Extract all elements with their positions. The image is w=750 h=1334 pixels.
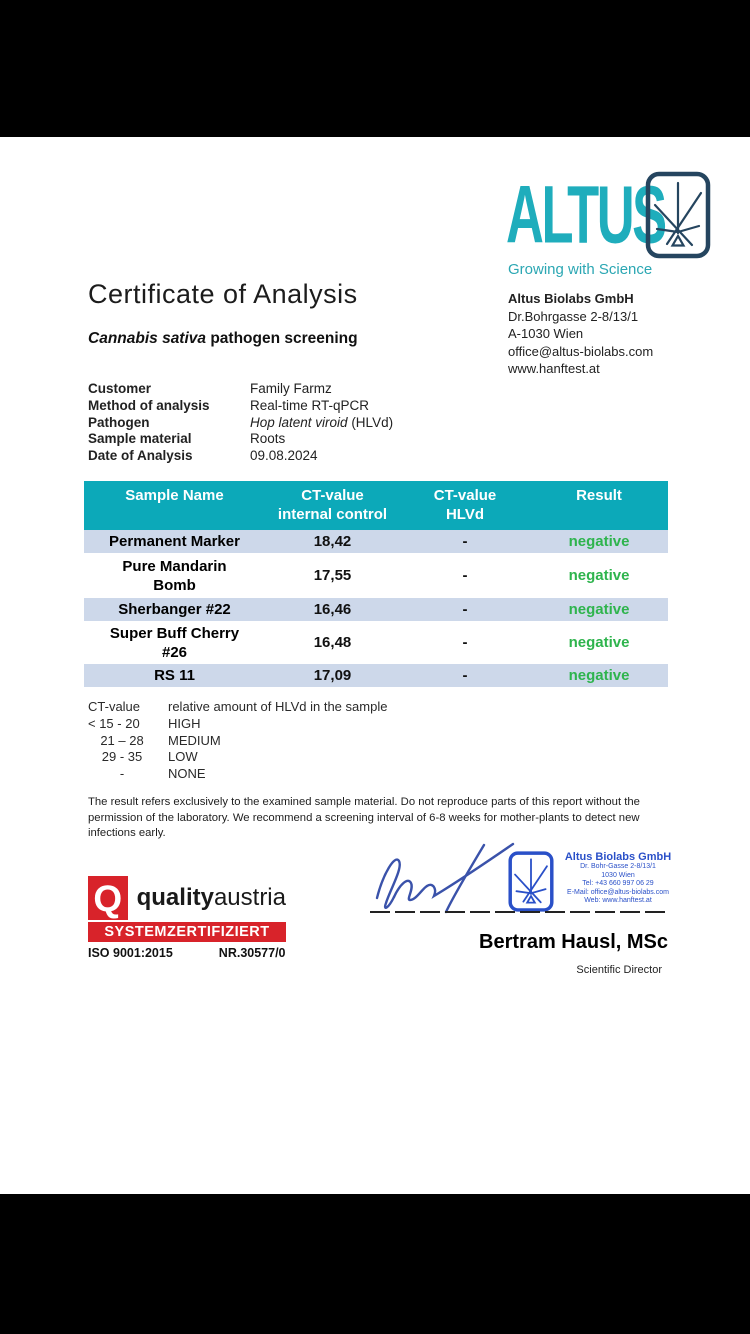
detail-label: Method of analysis [88, 397, 210, 413]
signatory-role: Scientific Director [576, 964, 662, 976]
detail-label: Pathogen [88, 414, 150, 430]
sample-name: Permanent Marker [109, 533, 240, 550]
legend-row [88, 766, 387, 783]
table-row [84, 598, 668, 621]
sample-name: Pure Mandarin Bomb [122, 557, 227, 594]
stamp-company-name: Altus Biolabs GmbH [564, 851, 672, 863]
ct-internal-value: 17,55 [313, 567, 352, 584]
stamp-address: Dr. Bohr-Gasse 2-8/13/1 [580, 863, 656, 870]
legend-meaning: LOW [168, 749, 198, 765]
detail-value: Family Farmz [250, 381, 332, 396]
header-result: Result [576, 487, 622, 504]
table-header-row [84, 481, 668, 530]
detail-label: Date of Analysis [88, 448, 193, 464]
stamp-text [560, 851, 676, 912]
detail-value [250, 415, 393, 432]
legend-row [88, 699, 387, 716]
lab-website: www.hanftest.at [508, 361, 600, 376]
lab-address-line1: Dr.Bohrgasse 2-8/13/1 [508, 308, 639, 324]
sample-name: RS 11 [154, 667, 195, 684]
ct-internal-value: 16,46 [313, 601, 352, 618]
header-line: CT-value [301, 487, 364, 504]
ct-internal-value: 17,09 [313, 667, 352, 684]
signature-line [370, 911, 668, 913]
header-ct-internal [265, 481, 400, 524]
ct-hlvd-value: - [462, 667, 468, 684]
pathogen-abbr: (HLVd) [347, 414, 394, 430]
legend-row [88, 749, 387, 766]
legend-range: CT-value [88, 699, 141, 714]
stamp-plant-icon [508, 851, 554, 912]
lab-address-line2: A-1030 Wien [508, 326, 584, 341]
detail-row-pathogen [88, 415, 393, 432]
page-subtitle [88, 330, 358, 348]
stamp-city: 1030 Wien [601, 871, 635, 879]
stamp-web: Web: www.hanftest.at [584, 897, 652, 905]
brand-tagline: Growing with Science [508, 261, 653, 278]
table-row [84, 553, 668, 598]
iso-certification-line [88, 946, 286, 960]
detail-row-date [88, 448, 393, 465]
legend-meaning: relative amount of HLVd in the sample [168, 699, 388, 714]
detail-value: 09.08.2024 [250, 448, 318, 464]
detail-row-method [88, 398, 393, 415]
lab-name: Altus Biolabs GmbH [508, 291, 634, 306]
legend-meaning: NONE [168, 766, 206, 782]
detail-label: Customer [88, 381, 152, 396]
quality-austria-block [88, 876, 286, 960]
detail-value: Real-time RT-qPCR [250, 397, 370, 413]
certificate-number: NR.30577/0 [218, 946, 286, 960]
ct-hlvd-value: - [462, 533, 468, 550]
lab-address-block [508, 290, 653, 378]
legend-row [88, 733, 387, 750]
result-value: negative [568, 634, 630, 651]
header-sample-name: Sample Name [125, 487, 224, 504]
altus-logo-wordmark: ALTUS [506, 168, 665, 261]
ct-internal-value: 18,42 [313, 533, 352, 550]
detail-label: Sample material [88, 431, 192, 447]
ct-value-legend [88, 699, 387, 783]
header-line: CT-value [433, 487, 497, 504]
company-stamp [508, 851, 676, 912]
ct-hlvd-value: - [462, 601, 468, 618]
table-row [84, 621, 668, 664]
altus-plant-icon [645, 171, 711, 264]
sample-name: Sherbanger #22 [118, 601, 231, 618]
detail-row-customer [88, 381, 393, 398]
table-row [84, 664, 668, 687]
result-value: negative [568, 601, 630, 618]
header-ct-hlvd [400, 481, 530, 524]
header-line: HLVd [445, 506, 485, 523]
legend-meaning: HIGH [168, 715, 201, 731]
page-title: Certificate of Analysis [88, 279, 358, 309]
legend-range: - [119, 766, 125, 782]
header-line: internal control [277, 506, 388, 523]
detail-row-material [88, 431, 393, 448]
subtitle-rest: pathogen screening [206, 330, 358, 347]
certificate-page [0, 137, 750, 1194]
legend-range: < 15 - 20 [88, 715, 140, 731]
result-value: negative [568, 567, 630, 584]
subtitle-species: Cannabis sativa [88, 330, 207, 347]
table-row [84, 530, 668, 553]
ct-hlvd-value: - [462, 567, 468, 584]
legend-meaning: MEDIUM [168, 732, 221, 748]
quality-austria-q-logo: Q [88, 876, 128, 920]
sample-name: Super Buff Cherry #26 [109, 624, 240, 661]
results-table [84, 481, 668, 687]
systemzertifiziert-banner: SYSTEMZERTIFIZIERT [88, 922, 286, 942]
legend-range: 21 – 28 [100, 732, 144, 748]
legend-range: 29 - 35 [101, 749, 143, 765]
result-value: negative [568, 667, 630, 684]
disclaimer-text: The result refers exclusively to the examined sample material. Do not reproduce parts of this report without the permission of the laboratory. We recommend a screening interval of 6-8 weeks for mother-plants to detect new infections early. [88, 796, 640, 839]
stamp-phone: Tel: +43 660 997 06 29 [582, 880, 654, 888]
pathogen-name: Hop latent viroid [250, 414, 348, 430]
result-value: negative [568, 533, 630, 550]
legend-row [88, 716, 387, 733]
ct-internal-value: 16,48 [313, 634, 352, 651]
ct-hlvd-value: - [462, 634, 468, 651]
stamp-email: E-Mail: office@altus-biolabs.com [567, 888, 669, 896]
iso-number: ISO 9001:2015 [88, 946, 173, 960]
lab-email: office@altus-biolabs.com [508, 343, 654, 359]
signatory-name: Bertram Hausl, MSc [479, 931, 668, 953]
quality-austria-brand: qualityaustria [136, 884, 286, 911]
detail-value: Roots [250, 431, 286, 447]
analysis-details [88, 381, 393, 465]
